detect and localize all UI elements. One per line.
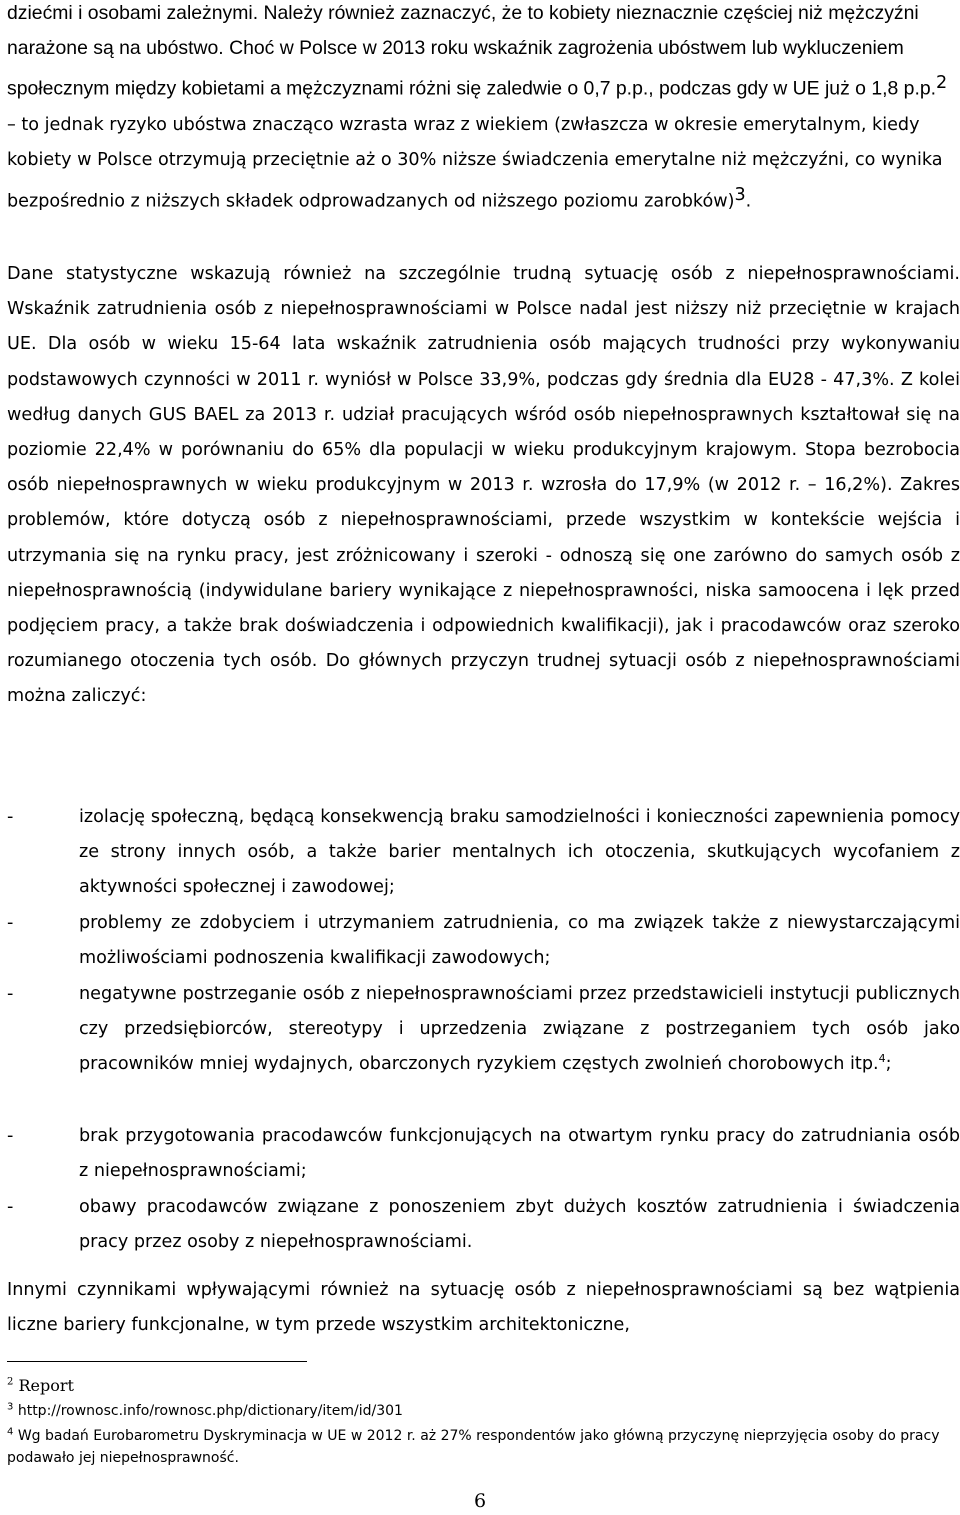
list-item bbox=[7, 977, 960, 1083]
list-dash: - bbox=[7, 913, 14, 933]
footnote-number: 3 bbox=[7, 1401, 14, 1413]
footnote-4 bbox=[7, 1425, 960, 1469]
list-item-text: brak przygotowania pracodawców funkcjonujących na otwartym rynku pracy do zatrudniania osób z niepełnosprawnościami; bbox=[79, 1126, 960, 1182]
footnote-link[interactable]: http://rownosc.info/rownosc.php/dictionary/item/id/301 bbox=[13, 1403, 403, 1419]
list-dash: - bbox=[7, 1197, 14, 1217]
paragraph-poverty-end: . bbox=[745, 191, 752, 212]
footnote-ref-3[interactable]: 3 bbox=[734, 185, 746, 206]
footnote-2 bbox=[7, 1375, 960, 1397]
list-item-text: obawy pracodawców związane z ponoszeniem zbyt dużych kosztów zatrudnienia i świadczenia pracy przez osoby z niepełnosprawnościami. bbox=[79, 1197, 960, 1253]
list-item bbox=[7, 1119, 960, 1189]
paragraph-poverty bbox=[7, 0, 960, 220]
list-item-end: ; bbox=[885, 1054, 892, 1075]
list-dash: - bbox=[7, 1126, 14, 1146]
paragraph-poverty-arial-text: dziećmi i osobami zależnymi. Należy również zaznaczyć, że to kobiety nieznacznie częściej niż mężczyźni narażone są na ubóstwo. Choć w Polsce w 2013 roku wskaźnik zagrożenia ubóstwem lub wykluczeniem społecznym między kobietami a mężczyznami różni się zaledwie o 0,7 p.p., podczas gdy w UE już o 1,8 p.p. bbox=[7, 2, 937, 100]
list-item bbox=[7, 906, 960, 976]
footnote-3 bbox=[7, 1400, 960, 1422]
page-number: 6 bbox=[473, 1490, 487, 1512]
footnote-ref-2[interactable]: 2 bbox=[936, 73, 948, 94]
footnote-number: 4 bbox=[7, 1426, 14, 1438]
footnote-ref-4[interactable]: 4 bbox=[878, 1052, 886, 1066]
list-item bbox=[7, 800, 960, 906]
paragraph-disability: Dane statystyczne wskazują również na szczególnie trudną sytuację osób z niepełnosprawnościami. Wskaźnik zatrudnienia osób z niepełnosprawnościami w Polsce nadal jest niższy niż przeciętnie w krajach UE. Dla osób w wieku 15-64 lata wskaźnik zatrudnienia osób mających trudności przy wykonywaniu podstawowych czynności w 2011 r. wyniósł w Polsce 33,9%, podczas gdy średnia dla EU28 - 47,3%. Z kolei według danych GUS BAEL za 2013 r. udział pracujących wśród osób niepełnosprawnych kształtował się na poziomie 22,4% w porównaniu do 65% dla populacji w wieku produkcyjnym krajowym. Stopa bezrobocia osób niepełnosprawnych w wieku produkcyjnym w 2013 r. wzrosła do 17,9% (w 2012 r. – 16,2%). Zakres problemów, które dotyczą osób z niepełnosprawnościami, przede wszystkim w kontekście wejścia i utrzymania się na rynku pracy, jest zróżnicowany i szeroki - odnoszą się one zarówno do samych osób z niepełnosprawnością (indywidulane bariery wynikające z niepełnosprawności, niska samoocena i lęk przed podjęciem pracy, a także brak doświadczenia i odpowiednich kwalifikacji), jak i pracodawców oraz szeroko rozumianego otoczenia tych osób. Do głównych przyczyn trudnej sytuacji osób z niepełnosprawnościami można zaliczyć: bbox=[7, 264, 960, 707]
list-dash: - bbox=[7, 984, 14, 1004]
footnote-text: Wg badań Eurobarometru Dyskryminacja w UE w 2012 r. aż 27% respondentów jako główną przyczynę nieprzyjęcia osoby do pracy podawało jej niepełnosprawność. bbox=[7, 1428, 940, 1466]
paragraph-barriers: Innymi czynnikami wpływającymi również na sytuację osób z niepełnosprawnościami są bez wątpienia liczne bariery funkcjonalne, w tym przede wszystkim architektoniczne, bbox=[7, 1280, 960, 1336]
footnote-number: 2 bbox=[7, 1376, 14, 1388]
list-item bbox=[7, 1190, 960, 1260]
list-item-text: negatywne postrzeganie osób z niepełnosprawnościami przez przedstawicieli instytucji publicznych czy przedsiębiorców, stereotypy i uprzedzenia związane z postrzeganiem tych osób jako pracowników mniej wydajnych, obarczonych ryzykiem częstych zwolnień chorobowych itp. bbox=[79, 984, 960, 1075]
footnote-separator bbox=[7, 1361, 307, 1362]
list-item-text-wrap bbox=[79, 977, 960, 1083]
list-dash: - bbox=[7, 807, 14, 827]
paragraph-poverty-rest-text: – to jednak ryzyko ubóstwa znacząco wzrasta wraz z wiekiem (zwłaszcza w okresie emerytalnym, kiedy kobiety w Polsce otrzymują przeciętnie aż o 30% niższe świadczenia emerytalne niż mężczyźni, co wynika bezpośrednio z niższych składek odprowadzanych od niższego poziomu zarobków) bbox=[7, 114, 943, 212]
list-item-text: izolację społeczną, będącą konsekwencją braku samodzielności i konieczności zapewnienia pomocy ze strony innych osób, a także barier mentalnych ich otoczenia, skutkujących wycofaniem z aktywności społecznej i zawodowej; bbox=[79, 807, 960, 898]
list-item-text: problemy ze zdobyciem i utrzymaniem zatrudnienia, co ma związek także z niewystarczającymi możliwościami podnoszenia kwalifikacji zawodowych; bbox=[79, 913, 960, 969]
footnote-text: Report bbox=[13, 1376, 74, 1395]
